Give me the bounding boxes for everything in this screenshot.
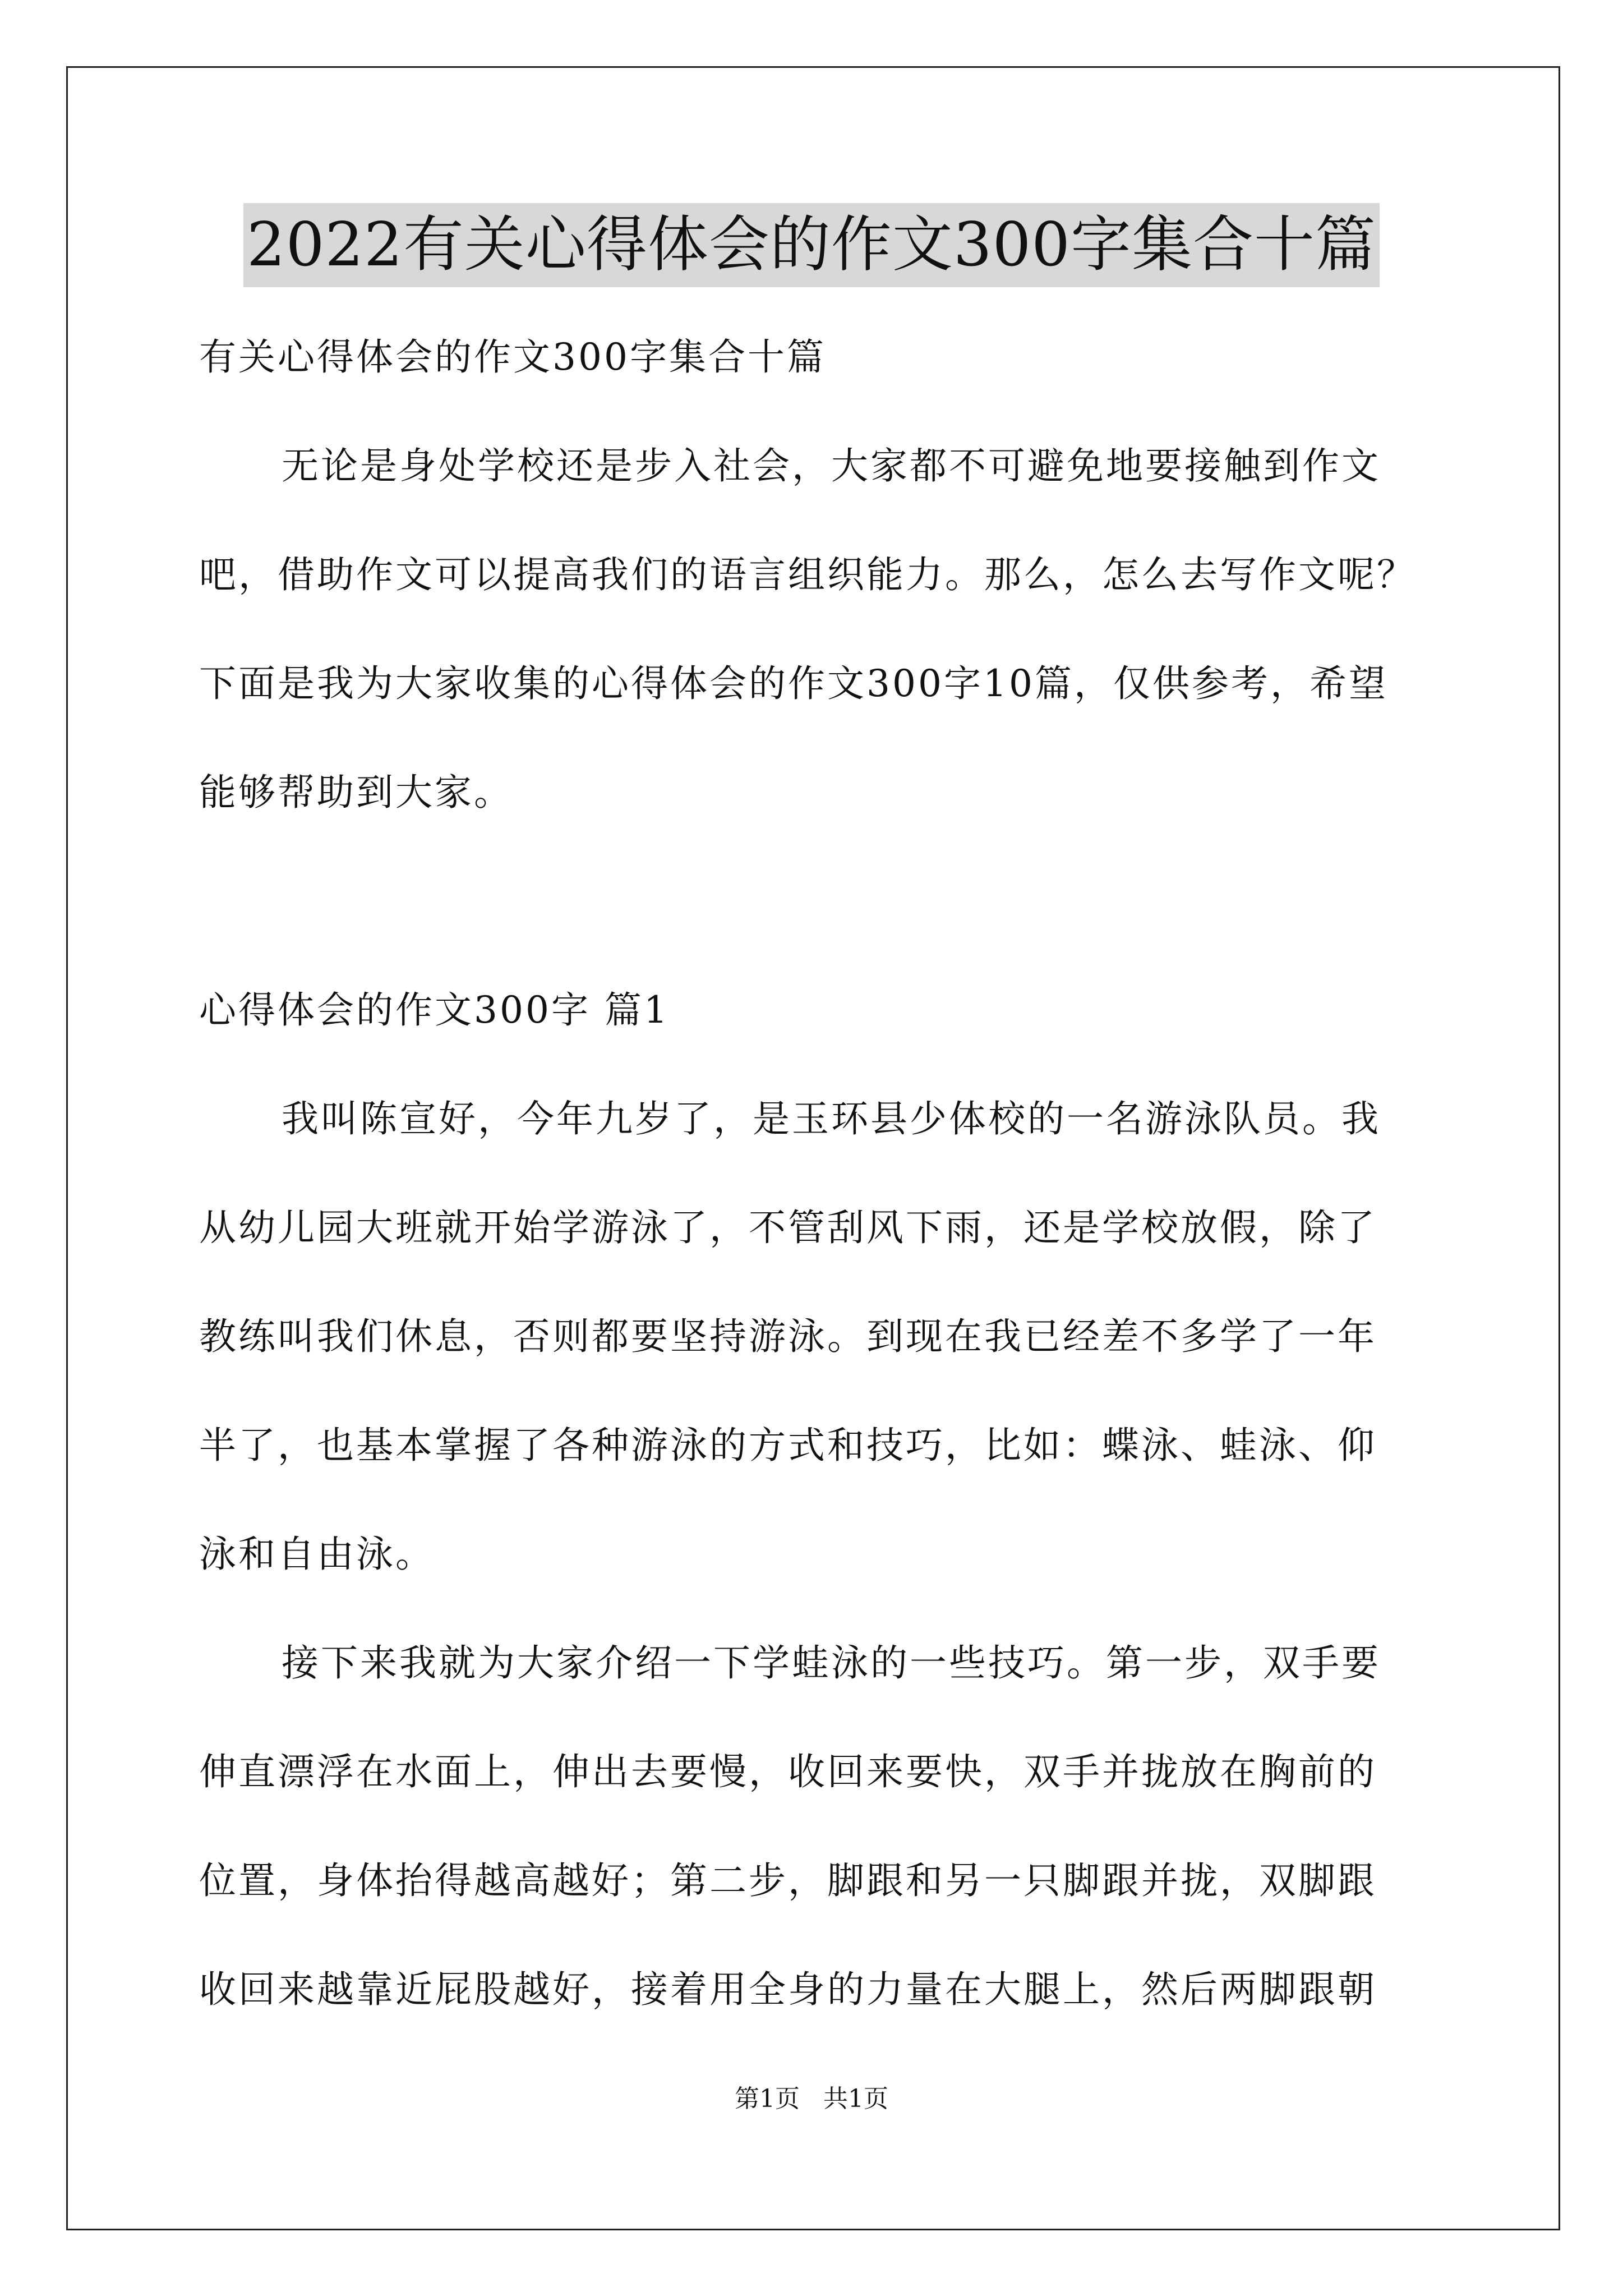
title-container <box>0 203 1623 287</box>
document-subtitle: 有关心得体会的作文300字集合十篇 <box>199 335 826 379</box>
paragraph-line: 能够帮助到大家。 <box>199 771 513 814</box>
paragraph-line: 吧，借助作文可以提高我们的语言组织能力。那么，怎么去写作文呢？ <box>199 553 1416 596</box>
paragraph-line: 教练叫我们休息，否则都要坚持游泳。到现在我已经差不多学了一年 <box>199 1315 1377 1358</box>
paragraph-line: 泳和自由泳。 <box>199 1533 435 1576</box>
paragraph-1 <box>199 1065 1433 1609</box>
section-heading: 心得体会的作文300字 篇1 <box>199 988 670 1032</box>
intro-paragraph <box>199 412 1433 847</box>
paragraph-line: 从幼儿园大班就开始学游泳了，不管刮风下雨，还是学校放假，除了 <box>199 1206 1377 1249</box>
paragraph-line: 位置，身体抬得越高越好；第二步，脚跟和另一只脚跟并拢，双脚跟 <box>199 1859 1377 1902</box>
paragraph-line: 接下来我就为大家介绍一下学蛙泳的一些技巧。第一步，双手要 <box>282 1641 1381 1685</box>
page-footer: 第1页 共1页 <box>735 2085 888 2113</box>
document-body <box>199 303 1433 2044</box>
spacer <box>199 847 1433 956</box>
paragraph-line: 半了，也基本掌握了各种游泳的方式和技巧，比如：蝶泳、蛙泳、仰 <box>199 1424 1377 1467</box>
paragraph-line: 伸直漂浮在水面上，伸出去要慢，收回来要快，双手并拢放在胸前的 <box>199 1750 1377 1793</box>
paragraph-line: 无论是身处学校还是步入社会，大家都不可避免地要接触到作文 <box>282 444 1381 487</box>
paragraph-line: 我叫陈宣好，今年九岁了，是玉环县少体校的一名游泳队员。我 <box>282 1097 1381 1140</box>
paragraph-line: 收回来越靠近屁股越好，接着用全身的力量在大腿上，然后两脚跟朝 <box>199 1968 1377 2011</box>
paragraph-line: 下面是我为大家收集的心得体会的作文300字10篇，仅供参考，希望 <box>199 662 1388 705</box>
document-title: 2022有关心得体会的作文300字集合十篇 <box>243 203 1380 287</box>
paragraph-2 <box>199 1609 1433 2044</box>
